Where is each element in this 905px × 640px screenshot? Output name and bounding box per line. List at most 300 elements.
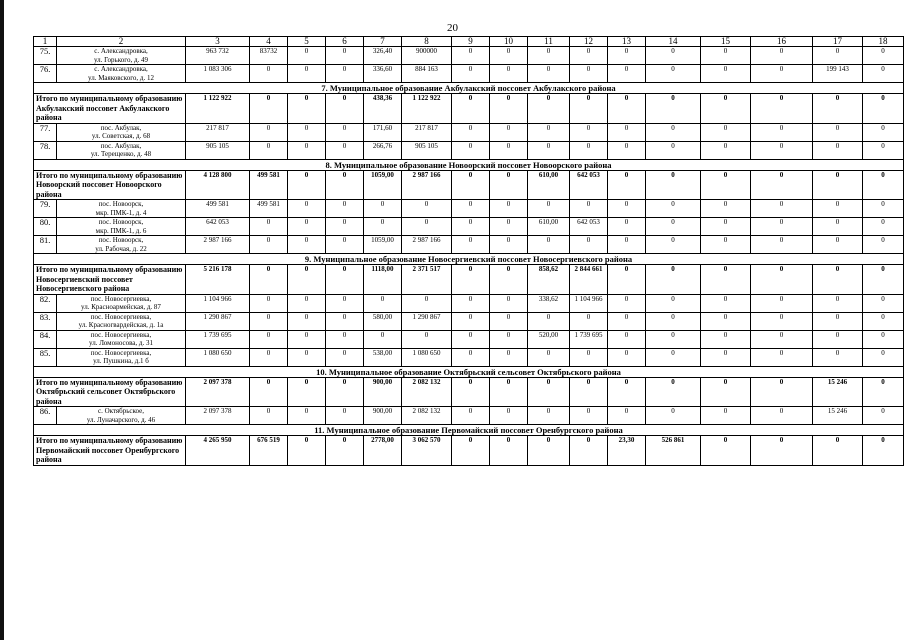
value-cell: 499 581	[250, 200, 288, 218]
value-cell: 0	[452, 47, 490, 65]
value-cell: 1 080 650	[186, 348, 250, 366]
value-cell: 0	[608, 330, 646, 348]
value-cell: 0	[490, 312, 528, 330]
value-cell: 0	[751, 65, 813, 83]
value-cell: 0	[608, 47, 646, 65]
value-cell: 0	[608, 407, 646, 425]
column-header: 10	[490, 37, 528, 47]
row-number: 81.	[34, 236, 57, 254]
value-cell: 0	[528, 348, 570, 366]
column-header: 7	[364, 37, 402, 47]
value-cell: 338,62	[528, 294, 570, 312]
value-cell: 0	[701, 312, 751, 330]
value-cell: 0	[701, 348, 751, 366]
value-cell: 1 290 867	[402, 312, 452, 330]
value-cell: 0	[490, 330, 528, 348]
value-cell: 900,00	[364, 377, 402, 407]
value-cell: 0	[701, 330, 751, 348]
value-cell: 0	[813, 200, 863, 218]
value-cell: 2 987 166	[186, 236, 250, 254]
total-label: Итого по муниципальному образованию Новосергиевский поссовет Новосергиевского района	[34, 265, 186, 295]
value-cell: 0	[570, 200, 608, 218]
address-cell	[57, 407, 186, 425]
column-header: 11	[528, 37, 570, 47]
address-line-1: пос. Новосергиевка,	[90, 348, 152, 357]
value-cell: 0	[326, 123, 364, 141]
value-cell: 0	[813, 170, 863, 200]
value-cell: 0	[608, 94, 646, 124]
value-cell: 0	[646, 312, 701, 330]
total-row	[34, 94, 904, 124]
value-cell: 0	[570, 141, 608, 159]
value-cell: 0	[326, 47, 364, 65]
value-cell: 0	[452, 436, 490, 466]
value-cell: 1 739 695	[570, 330, 608, 348]
address-cell	[57, 123, 186, 141]
value-cell: 0	[570, 348, 608, 366]
address-line-1: пос. Новосергиевка,	[90, 330, 152, 339]
value-cell: 0	[701, 123, 751, 141]
address-line-2: ул. Терещенко, д. 48	[90, 150, 152, 158]
total-row	[34, 170, 904, 200]
value-cell: 0	[250, 330, 288, 348]
value-cell: 0	[608, 348, 646, 366]
value-cell: 0	[288, 377, 326, 407]
value-cell: 0	[751, 294, 813, 312]
value-cell: 0	[863, 330, 904, 348]
row-number: 80.	[34, 218, 57, 236]
value-cell: 0	[288, 236, 326, 254]
column-header: 4	[250, 37, 288, 47]
address-line-1: пос. Новоорск,	[98, 218, 144, 226]
value-cell: 0	[813, 218, 863, 236]
table-row	[34, 407, 904, 425]
table-row	[34, 65, 904, 83]
value-cell: 0	[288, 123, 326, 141]
value-cell: 905 105	[186, 141, 250, 159]
section-title: 7. Муниципальное образование Акбулакский поссовет Акбулакского района	[34, 83, 904, 94]
value-cell: 2 097 378	[186, 407, 250, 425]
value-cell: 0	[701, 170, 751, 200]
value-cell: 580,00	[364, 312, 402, 330]
value-cell: 0	[402, 294, 452, 312]
value-cell: 0	[751, 236, 813, 254]
column-header: 12	[570, 37, 608, 47]
value-cell: 0	[570, 65, 608, 83]
address-cell	[57, 47, 186, 65]
value-cell: 0	[326, 94, 364, 124]
value-cell: 0	[288, 47, 326, 65]
value-cell: 0	[646, 407, 701, 425]
value-cell: 1059,00	[364, 236, 402, 254]
value-cell: 610,00	[528, 218, 570, 236]
table-row	[34, 123, 904, 141]
value-cell: 0	[490, 47, 528, 65]
value-cell: 0	[646, 236, 701, 254]
value-cell: 0	[326, 330, 364, 348]
value-cell: 1 290 867	[186, 312, 250, 330]
value-cell: 0	[751, 265, 813, 295]
header-row	[34, 37, 904, 47]
row-number: 85.	[34, 348, 57, 366]
address-line-2: ул. Ломоносова, д. 31	[89, 339, 153, 347]
value-cell: 0	[751, 312, 813, 330]
section-title-row	[34, 83, 904, 94]
value-cell: 1 104 966	[570, 294, 608, 312]
value-cell: 0	[646, 377, 701, 407]
value-cell: 0	[570, 236, 608, 254]
value-cell: 0	[751, 407, 813, 425]
value-cell: 0	[326, 377, 364, 407]
value-cell: 0	[490, 294, 528, 312]
table-row	[34, 47, 904, 65]
value-cell: 0	[608, 170, 646, 200]
address-line-1: пос. Новоорск,	[98, 236, 144, 244]
page-number: 20	[447, 22, 458, 34]
value-cell: 0	[701, 377, 751, 407]
value-cell: 0	[863, 407, 904, 425]
value-cell: 0	[452, 312, 490, 330]
value-cell: 0	[250, 65, 288, 83]
column-header: 13	[608, 37, 646, 47]
value-cell: 0	[528, 200, 570, 218]
value-cell: 0	[813, 348, 863, 366]
value-cell: 0	[452, 236, 490, 254]
value-cell: 0	[326, 407, 364, 425]
column-header: 8	[402, 37, 452, 47]
value-cell: 0	[701, 294, 751, 312]
value-cell: 0	[452, 348, 490, 366]
value-cell: 0	[608, 218, 646, 236]
value-cell: 0	[528, 65, 570, 83]
value-cell: 0	[751, 348, 813, 366]
value-cell: 0	[452, 377, 490, 407]
value-cell: 0	[364, 200, 402, 218]
value-cell: 0	[701, 218, 751, 236]
address-line-1: пос. Акбулак,	[100, 141, 142, 150]
value-cell: 610,00	[528, 170, 570, 200]
value-cell: 0	[326, 65, 364, 83]
value-cell: 0	[570, 407, 608, 425]
value-cell: 0	[863, 294, 904, 312]
column-header: 5	[288, 37, 326, 47]
value-cell: 0	[646, 94, 701, 124]
page-edge-bar	[0, 0, 4, 640]
value-cell: 0	[608, 312, 646, 330]
value-cell: 642 053	[186, 218, 250, 236]
table-row	[34, 312, 904, 330]
value-cell: 0	[608, 377, 646, 407]
value-cell: 0	[701, 407, 751, 425]
total-label: Итого по муниципальному образованию Первомайский поссовет Оренбургского района	[34, 436, 186, 466]
value-cell: 0	[646, 65, 701, 83]
value-cell: 0	[701, 47, 751, 65]
value-cell: 0	[490, 436, 528, 466]
value-cell: 0	[452, 170, 490, 200]
address-cell	[57, 294, 186, 312]
column-header: 15	[701, 37, 751, 47]
value-cell: 0	[608, 265, 646, 295]
value-cell: 0	[646, 47, 701, 65]
value-cell: 0	[570, 94, 608, 124]
value-cell: 1 104 966	[186, 294, 250, 312]
section-title: 11. Муниципальное образование Первомайский поссовет Оренбургского района	[34, 425, 904, 436]
value-cell: 0	[452, 407, 490, 425]
address-cell	[57, 330, 186, 348]
address-line-1: пос. Новоорск,	[98, 200, 144, 208]
value-cell: 884 163	[402, 65, 452, 83]
value-cell: 0	[646, 123, 701, 141]
value-cell: 0	[751, 47, 813, 65]
value-cell: 0	[608, 236, 646, 254]
value-cell: 0	[326, 218, 364, 236]
row-number: 83.	[34, 312, 57, 330]
value-cell: 676 519	[250, 436, 288, 466]
column-header: 14	[646, 37, 701, 47]
section-title: 10. Муниципальное образование Октябрьский сельсовет Октябрьского района	[34, 366, 904, 377]
column-header: 9	[452, 37, 490, 47]
value-cell: 1 122 922	[186, 94, 250, 124]
value-cell: 0	[326, 436, 364, 466]
value-cell: 0	[288, 218, 326, 236]
value-cell: 2 987 166	[402, 170, 452, 200]
value-cell: 0	[863, 94, 904, 124]
value-cell: 0	[402, 200, 452, 218]
value-cell: 499 581	[250, 170, 288, 200]
value-cell: 0	[288, 265, 326, 295]
value-cell: 0	[813, 47, 863, 65]
value-cell: 0	[250, 236, 288, 254]
address-line-1: пос. Новосергиевка,	[90, 294, 152, 303]
value-cell: 4 128 800	[186, 170, 250, 200]
address-line-1: с. Александровка,	[94, 65, 148, 73]
value-cell: 0	[490, 348, 528, 366]
value-cell: 0	[608, 200, 646, 218]
value-cell: 0	[863, 141, 904, 159]
address-line-2: ул. Красноармейская, д. 87	[81, 303, 161, 311]
address-line-1: с. Александровка,	[94, 47, 148, 55]
address-line-2: ул. Красногвардейская, д. 1а	[78, 321, 164, 329]
value-cell: 0	[528, 94, 570, 124]
value-cell: 217 817	[186, 123, 250, 141]
value-cell: 0	[528, 123, 570, 141]
value-cell: 1118,00	[364, 265, 402, 295]
row-number: 86.	[34, 407, 57, 425]
value-cell: 0	[863, 236, 904, 254]
value-cell: 0	[863, 348, 904, 366]
value-cell: 0	[288, 330, 326, 348]
value-cell: 0	[646, 170, 701, 200]
address-cell	[57, 141, 186, 159]
value-cell: 2 987 166	[402, 236, 452, 254]
value-cell: 266,76	[364, 141, 402, 159]
value-cell: 0	[528, 436, 570, 466]
value-cell: 438,36	[364, 94, 402, 124]
value-cell: 0	[364, 330, 402, 348]
value-cell: 642 053	[570, 218, 608, 236]
table-row	[34, 348, 904, 366]
address-line-2: ул. Советская, д. 68	[91, 132, 151, 140]
value-cell: 0	[570, 47, 608, 65]
value-cell: 0	[863, 377, 904, 407]
value-cell: 905 105	[402, 141, 452, 159]
value-cell: 2 082 132	[402, 407, 452, 425]
table-row	[34, 330, 904, 348]
total-label: Итого по муниципальному образованию Октябрьский сельсовет Октябрьского района	[34, 377, 186, 407]
section-title: 9. Муниципальное образование Новосергиевский поссовет Новосергиевского района	[34, 254, 904, 265]
value-cell: 0	[701, 141, 751, 159]
row-number: 84.	[34, 330, 57, 348]
value-cell: 526 861	[646, 436, 701, 466]
value-cell: 0	[402, 218, 452, 236]
address-line-2: ул. Рабочая, д. 22	[95, 244, 147, 253]
value-cell: 0	[863, 265, 904, 295]
value-cell: 171,60	[364, 123, 402, 141]
value-cell: 5 216 178	[186, 265, 250, 295]
value-cell: 2778,00	[364, 436, 402, 466]
value-cell: 0	[288, 170, 326, 200]
value-cell: 0	[250, 348, 288, 366]
value-cell: 0	[813, 294, 863, 312]
value-cell: 0	[813, 94, 863, 124]
value-cell: 0	[326, 170, 364, 200]
address-line-1: пос. Новосергиевка,	[90, 312, 152, 321]
value-cell: 0	[570, 312, 608, 330]
value-cell: 0	[751, 170, 813, 200]
row-number: 75.	[34, 47, 57, 65]
value-cell: 0	[288, 348, 326, 366]
value-cell: 0	[701, 200, 751, 218]
value-cell: 0	[452, 141, 490, 159]
column-header: 6	[326, 37, 364, 47]
value-cell: 0	[863, 47, 904, 65]
value-cell: 0	[646, 348, 701, 366]
value-cell: 0	[863, 218, 904, 236]
value-cell: 0	[646, 141, 701, 159]
value-cell: 0	[250, 218, 288, 236]
value-cell: 642 053	[570, 170, 608, 200]
address-line-2: мкр. ПМК-1, д. 6	[95, 226, 147, 235]
value-cell: 1 122 922	[402, 94, 452, 124]
value-cell: 1 080 650	[402, 348, 452, 366]
value-cell: 0	[813, 265, 863, 295]
value-cell: 0	[751, 200, 813, 218]
value-cell: 2 097 378	[186, 377, 250, 407]
value-cell: 900,00	[364, 407, 402, 425]
value-cell: 0	[751, 330, 813, 348]
value-cell: 0	[326, 236, 364, 254]
value-cell: 0	[751, 123, 813, 141]
value-cell: 0	[701, 65, 751, 83]
value-cell: 23,30	[608, 436, 646, 466]
value-cell: 0	[490, 170, 528, 200]
value-cell: 0	[250, 94, 288, 124]
value-cell: 0	[490, 200, 528, 218]
value-cell: 4 265 950	[186, 436, 250, 466]
column-header: 3	[186, 37, 250, 47]
data-table	[33, 36, 904, 466]
table-row	[34, 294, 904, 312]
value-cell: 0	[250, 265, 288, 295]
value-cell: 0	[490, 123, 528, 141]
value-cell: 0	[813, 123, 863, 141]
address-line-2: мкр. ПМК-1, д. 4	[95, 208, 147, 217]
value-cell: 0	[326, 294, 364, 312]
row-number: 82.	[34, 294, 57, 312]
total-label: Итого по муниципальному образованию Новоорский поссовет Новоорского района	[34, 170, 186, 200]
row-number: 76.	[34, 65, 57, 83]
value-cell: 520,00	[528, 330, 570, 348]
value-cell: 0	[528, 407, 570, 425]
value-cell: 0	[250, 377, 288, 407]
value-cell: 0	[288, 200, 326, 218]
value-cell: 0	[490, 218, 528, 236]
table-row	[34, 141, 904, 159]
value-cell: 0	[608, 65, 646, 83]
value-cell: 0	[701, 236, 751, 254]
address-line-2: ул. Пушкина, д.1 б	[93, 357, 149, 365]
value-cell: 0	[250, 312, 288, 330]
value-cell: 0	[250, 123, 288, 141]
table-row	[34, 236, 904, 254]
value-cell: 963 732	[186, 47, 250, 65]
value-cell: 326,40	[364, 47, 402, 65]
value-cell: 0	[646, 330, 701, 348]
value-cell: 0	[863, 200, 904, 218]
value-cell: 0	[326, 141, 364, 159]
value-cell: 0	[701, 94, 751, 124]
value-cell: 0	[608, 141, 646, 159]
address-cell	[57, 236, 186, 254]
address-cell	[57, 312, 186, 330]
value-cell: 15 246	[813, 377, 863, 407]
address-cell	[57, 218, 186, 236]
value-cell: 0	[326, 312, 364, 330]
value-cell: 0	[452, 94, 490, 124]
value-cell: 0	[751, 218, 813, 236]
total-row	[34, 436, 904, 466]
value-cell: 0	[452, 294, 490, 312]
table-row	[34, 200, 904, 218]
value-cell: 0	[863, 123, 904, 141]
value-cell: 0	[608, 294, 646, 312]
section-title-row	[34, 425, 904, 436]
value-cell: 0	[701, 265, 751, 295]
address-line-2: ул. Маяковского, д. 12	[88, 73, 154, 82]
value-cell: 0	[528, 141, 570, 159]
value-cell: 0	[813, 330, 863, 348]
value-cell: 0	[288, 141, 326, 159]
value-cell: 2 371 517	[402, 265, 452, 295]
value-cell: 0	[490, 141, 528, 159]
value-cell: 199 143	[813, 65, 863, 83]
value-cell: 0	[813, 436, 863, 466]
value-cell: 0	[570, 377, 608, 407]
value-cell: 0	[452, 330, 490, 348]
address-cell	[57, 200, 186, 218]
value-cell: 0	[490, 407, 528, 425]
value-cell: 0	[288, 294, 326, 312]
value-cell: 0	[250, 407, 288, 425]
value-cell: 0	[452, 218, 490, 236]
value-cell: 15 246	[813, 407, 863, 425]
value-cell: 0	[326, 200, 364, 218]
value-cell: 499 581	[186, 200, 250, 218]
value-cell: 0	[528, 236, 570, 254]
section-title: 8. Муниципальное образование Новоорский поссовет Новоорского района	[34, 159, 904, 170]
value-cell: 0	[452, 265, 490, 295]
value-cell: 0	[863, 312, 904, 330]
